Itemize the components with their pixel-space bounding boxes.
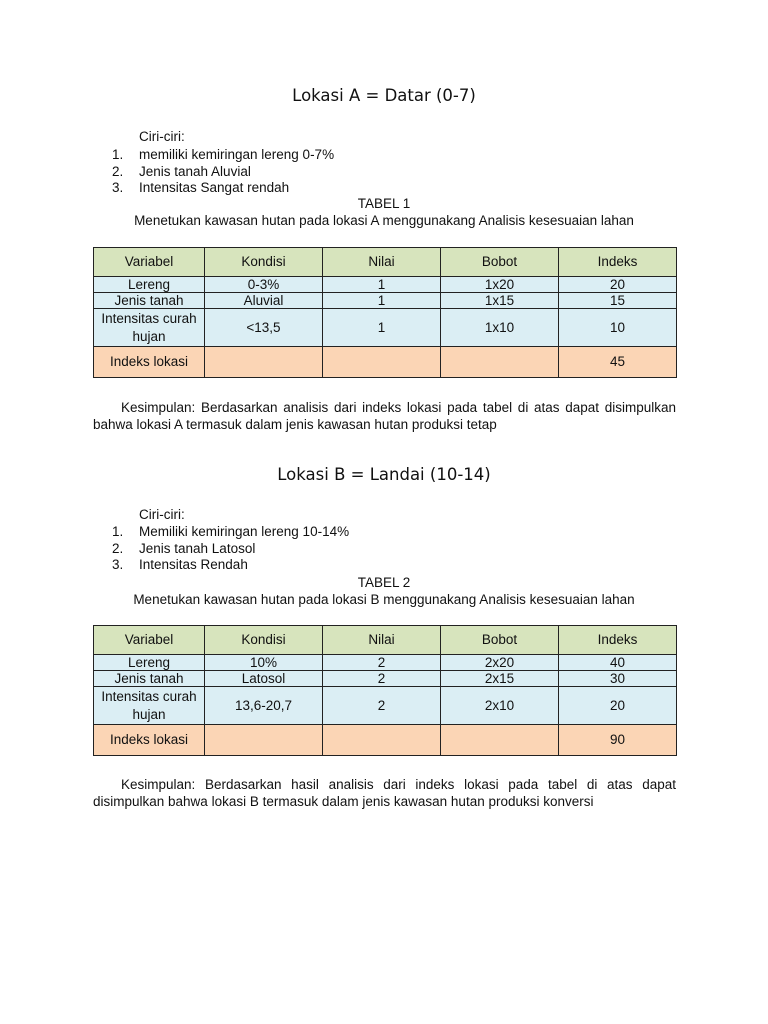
section-b-heading: Lokasi B = Landai (10-14) bbox=[277, 465, 491, 484]
section-b-list bbox=[112, 524, 349, 574]
total-label: Indeks lokasi bbox=[94, 725, 205, 756]
table-total-row bbox=[94, 725, 677, 756]
table-cell: 10% bbox=[205, 655, 323, 671]
table-cell: 15 bbox=[559, 293, 677, 309]
total-value: 90 bbox=[559, 725, 677, 756]
table-row bbox=[94, 655, 677, 671]
table-1 bbox=[93, 247, 677, 378]
section-a-conclusion: Kesimpulan: Berdasarkan analisis dari indeks lokasi pada tabel di atas dapat disimpulkan bahwa lokasi A termasuk dalam jenis kawasan hutan produksi tetap bbox=[93, 400, 676, 432]
table-cell: 1 bbox=[323, 309, 441, 347]
table-total-row bbox=[94, 347, 677, 378]
total-value: 45 bbox=[559, 347, 677, 378]
section-a-list bbox=[112, 147, 334, 197]
table-cell: Lereng bbox=[94, 277, 205, 293]
total-label: Indeks lokasi bbox=[94, 347, 205, 378]
header-cell: Indeks bbox=[559, 626, 677, 655]
header-cell: Bobot bbox=[441, 626, 559, 655]
section-a-table-label: TABEL 1 bbox=[357, 196, 411, 211]
table-cell: 20 bbox=[559, 687, 677, 725]
table-row bbox=[94, 687, 677, 725]
table-cell: Jenis tanah bbox=[94, 293, 205, 309]
table-cell: Lereng bbox=[94, 655, 205, 671]
section-a-heading: Lokasi A = Datar (0-7) bbox=[292, 86, 476, 105]
section-b-ciri-label: Ciri-ciri: bbox=[139, 507, 185, 522]
section-b-conclusion: Kesimpulan: Berdasarkan hasil analisis dari indeks lokasi pada tabel di atas dapat disimpulkan bahwa lokasi B termasuk dalam jenis kawasan hutan produksi konversi bbox=[93, 777, 676, 809]
list-item: 2. Jenis tanah Latosol bbox=[112, 540, 256, 556]
header-cell: Variabel bbox=[94, 248, 205, 277]
header-cell: Indeks bbox=[559, 248, 677, 277]
table-cell: 2x15 bbox=[441, 671, 559, 687]
table-cell: 1 bbox=[323, 293, 441, 309]
table-cell: Latosol bbox=[205, 671, 323, 687]
table-cell: 20 bbox=[559, 277, 677, 293]
header-cell: Kondisi bbox=[205, 626, 323, 655]
table-cell: 1 bbox=[323, 277, 441, 293]
table-header-row bbox=[94, 248, 677, 277]
list-item: 1. Memiliki kemiringan lereng 10-14% bbox=[112, 524, 350, 539]
table-cell: 30 bbox=[559, 671, 677, 687]
table-row bbox=[94, 671, 677, 687]
table-cell: 10 bbox=[559, 309, 677, 347]
table-2 bbox=[93, 625, 677, 756]
table-cell: Intensitas curah hujan bbox=[94, 309, 205, 347]
table-cell: 2 bbox=[323, 671, 441, 687]
section-a-ciri-label: Ciri-ciri: bbox=[139, 129, 185, 144]
table-cell: Intensitas curah hujan bbox=[94, 687, 205, 725]
table-cell: 1x20 bbox=[441, 277, 559, 293]
header-cell: Bobot bbox=[441, 248, 559, 277]
table-cell bbox=[205, 347, 323, 378]
table-cell: 2x20 bbox=[441, 655, 559, 671]
table-row bbox=[94, 277, 677, 293]
table-cell bbox=[323, 347, 441, 378]
table-cell: 2 bbox=[323, 655, 441, 671]
table-cell: <13,5 bbox=[205, 309, 323, 347]
table-cell: 1x10 bbox=[441, 309, 559, 347]
header-cell: Nilai bbox=[323, 248, 441, 277]
section-b-table-label: TABEL 2 bbox=[357, 575, 411, 590]
header-cell: Variabel bbox=[94, 626, 205, 655]
table-cell: Jenis tanah bbox=[94, 671, 205, 687]
table-cell: Aluvial bbox=[205, 293, 323, 309]
table-header-row bbox=[94, 626, 677, 655]
header-cell: Nilai bbox=[323, 626, 441, 655]
table-cell: 1x15 bbox=[441, 293, 559, 309]
table-row bbox=[94, 293, 677, 309]
list-item: 2. Jenis tanah Aluvial bbox=[112, 163, 251, 179]
table-cell: 13,6-20,7 bbox=[205, 687, 323, 725]
section-b-table-caption: Menetukan kawasan hutan pada lokasi B menggunakang Analisis kesesuaian lahan bbox=[133, 592, 635, 607]
list-item: 3. Intensitas Sangat rendah bbox=[112, 180, 290, 196]
header-cell: Kondisi bbox=[205, 248, 323, 277]
table-cell bbox=[441, 347, 559, 378]
table-cell: 2x10 bbox=[441, 687, 559, 725]
table-row bbox=[94, 309, 677, 347]
section-a-table-caption: Menetukan kawasan hutan pada lokasi A menggunakang Analisis kesesuaian lahan bbox=[134, 213, 634, 228]
table-cell: 0-3% bbox=[205, 277, 323, 293]
table-cell bbox=[205, 725, 323, 756]
table-cell bbox=[441, 725, 559, 756]
table-cell: 40 bbox=[559, 655, 677, 671]
table-cell bbox=[323, 725, 441, 756]
list-item: 3. Intensitas Rendah bbox=[112, 557, 248, 573]
table-cell: 2 bbox=[323, 687, 441, 725]
list-item: 1. memiliki kemiringan lereng 0-7% bbox=[112, 147, 335, 162]
